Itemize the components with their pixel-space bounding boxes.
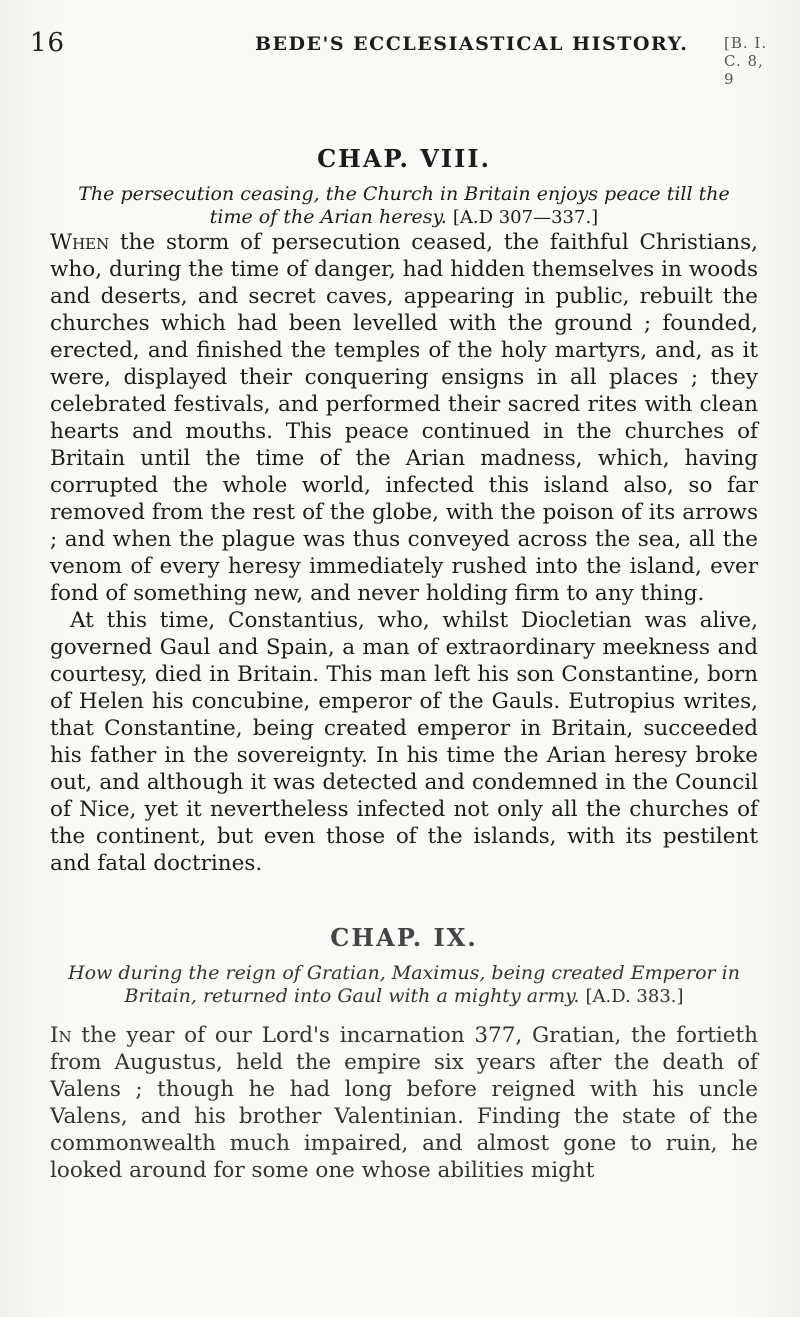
chapter-summary bbox=[60, 183, 748, 229]
running-header bbox=[30, 24, 778, 88]
paragraph bbox=[50, 229, 758, 607]
page-number: 16 bbox=[30, 28, 66, 58]
paragraph-text: the storm of persecution ceased, the faithful Christians, who, during the time of danger, had hidden themselves in woods and deserts, and secret caves, appearing in public, rebuilt the churches which had been levelled with the ground ; founded, erected, and finished the temples of the holy martyrs, and, as it were, displayed their conquering ensigns in all places ; they celebrated festivals, and performed their sacred rites with clean hearts and mouths. This peace continued in the churches of Britain until the time of the Arian madness, which, having corrupted the whole world, infected this island also, so far removed from the rest of the globe, with the poison of its arrows ; and when the plague was thus conveyed across the sea, all the venom of every heresy immediately rushed into the island, ever fond of something new, and never holding firm to any thing. bbox=[50, 230, 758, 606]
chapter-summary-text: How during the reign of Gratian, Maximus, being created Emperor in Britain, returned into Gaul with a mighty army. bbox=[68, 962, 740, 1007]
chapter-viii bbox=[50, 144, 758, 877]
chapter-date: [A.D 307—337.] bbox=[452, 207, 599, 228]
chapter-summary-text: The persecution ceasing, the Church in Britain enjoys peace till the time of the Arian heresy. bbox=[78, 183, 730, 228]
book-chapter-reference: [B. I. C. 8, 9 bbox=[724, 34, 768, 88]
chapter-ix bbox=[50, 923, 758, 1184]
chapter-date: [A.D. 383.] bbox=[585, 986, 684, 1007]
paragraph bbox=[50, 1022, 758, 1184]
paragraph-text: At this time, Constantius, who, whilst Diocletian was alive, governed Gaul and Spain, a man of extraordinary meekness and courtesy, died in Britain. This man left his son Constantine, born of Helen his concubine, emperor of the Gauls. Eutropius writes, that Constantine, being created emperor in Britain, succeeded his father in the sovereignty. In his time the Arian heresy broke out, and although it was detected and condemned in the Council of Nice, yet it nevertheless infected not only all the churches of the continent, but even those of the islands, with its pestilent and fatal doctrines. bbox=[50, 608, 758, 876]
chapter-summary bbox=[60, 962, 748, 1008]
paragraph-text: the year of our Lord's incarnation 377, Gratian, the fortieth from Augustus, held the empire six years after the death of Valens ; though he had long before reigned with his uncle Valens, and his brother Valentinian. Finding the state of the commonwealth much impaired, and almost gone to ruin, he looked around for some one whose abilities might bbox=[50, 1023, 758, 1183]
paragraph bbox=[50, 607, 758, 877]
chapter-heading: CHAP. VIII. bbox=[317, 144, 491, 173]
chapter-heading: CHAP. IX. bbox=[330, 923, 478, 952]
running-title: BEDE'S ECCLESIASTICAL HISTORY. bbox=[255, 33, 689, 55]
paragraph-lead-word: In bbox=[50, 1023, 72, 1048]
paragraph-lead-word: When bbox=[50, 230, 110, 255]
